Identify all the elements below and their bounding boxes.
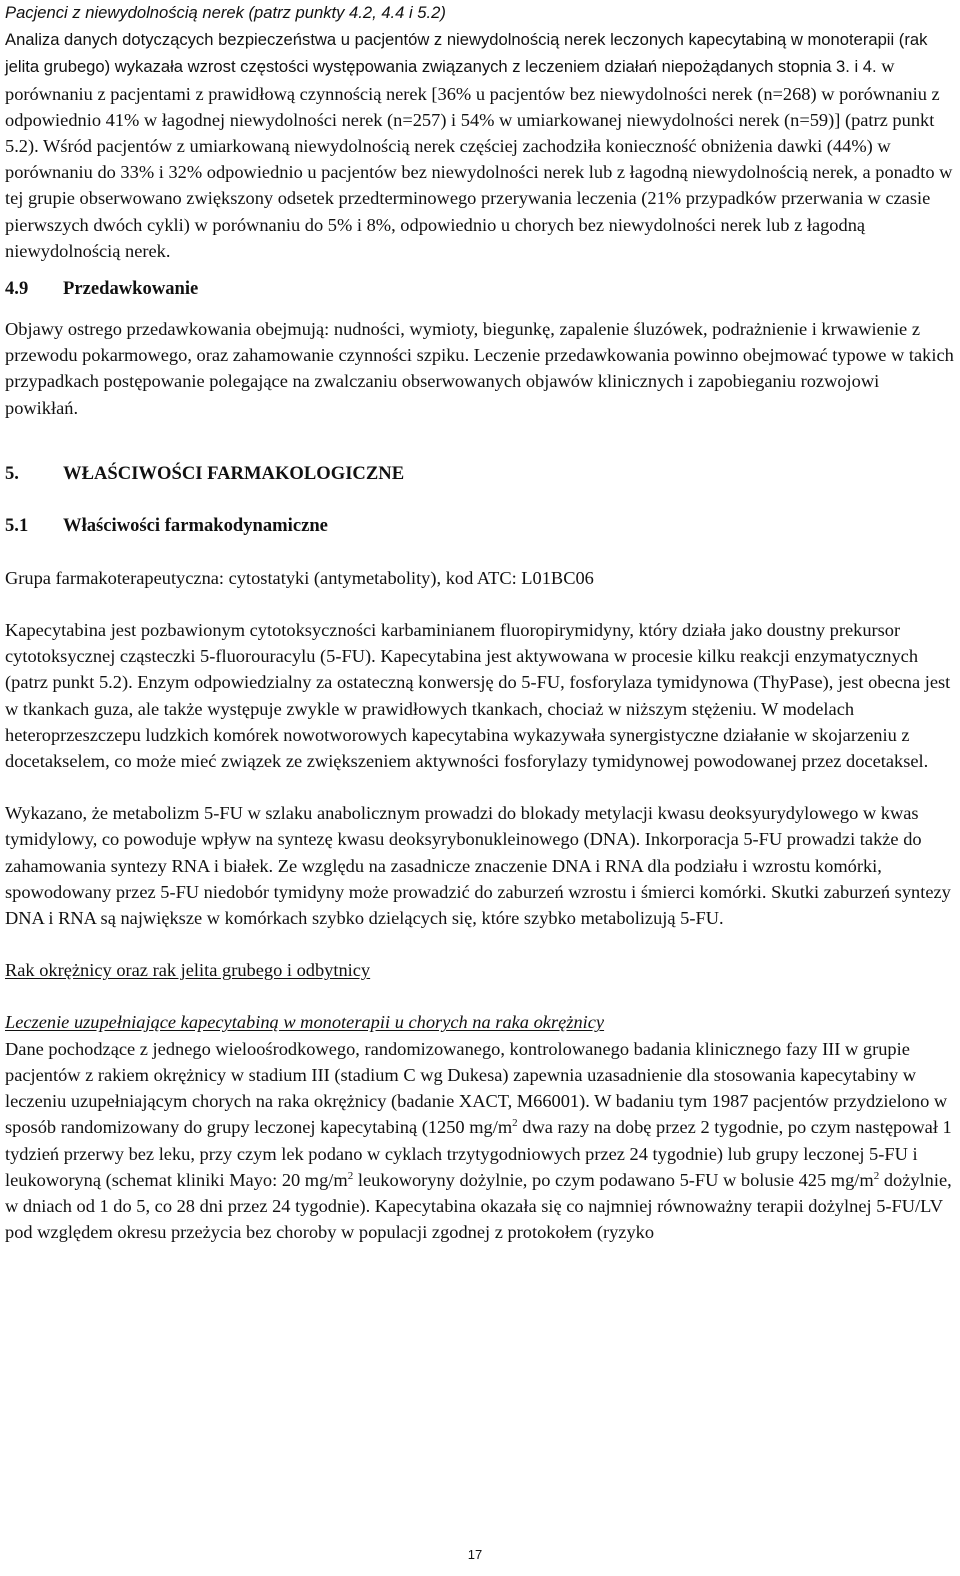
overdose-paragraph: Objawy ostrego przedawkowania obejmują: nudności, wymioty, biegunkę, zapalenie śluzówek, podrażnienie i krwawienie z przewodu pokarmowego, oraz zahamowanie czynności szpiku. Leczenie przedawkowania powinno obejmować typowe w takich przypadkach postępowanie polegające na zwalczaniu obserwowanych objawów klinicznych i zapobieganiu rozwojowi powikłań. [5, 319, 954, 418]
section-4-9-heading [5, 276, 955, 302]
pharmacotherapeutic-group: Grupa farmakoterapeutyczna: cytostatyki (antymetabolity), kod ATC: L01BC06 [5, 567, 594, 588]
superscript-2: 2 [512, 1117, 518, 1130]
section-5-heading [5, 461, 955, 487]
section-5-1-number: 5.1 [5, 514, 29, 536]
section-5-1-title: Właściwości farmakodynamiczne [63, 514, 328, 536]
xact-text-3: leukoworyny dożylnie, po czym podawano 5-FU w bolusie 425 mg/m [353, 1169, 874, 1190]
superscript-2: 2 [347, 1169, 354, 1182]
xact-text-2: dwa razy na dobę przez 2 tygodnie, po czym następował 1 tydzień przerwy bez leku, przy czym lek podano w cyklach trzytygodniowych przez 24 tygodnie) lub grupy leczonej 5-FU i leukoworyną (schemat kliniki Mayo: 20 mg/m [5, 1117, 952, 1190]
mechanism-paragraph-2: Wykazano, że metabolizm 5-FU w szlaku anabolicznym prowadzi do blokady metylacji kwasu deoksyurydylowego w kwas tymidylowy, co powoduje wpływ na syntezę kwasu deoksyrybonukleinowego (DNA). Inkorporacja 5-FU prowadzi także do zahamowania syntezy RNA i białek. Ze względu na zasadnicze znaczenie DNA i RNA dla podziału i wzrostu komórki, spowodowany przez 5-FU niedobór tymidyny może prowadzić do zaburzeń wzrostu i śmierci komórki. Skutki zaburzeń syntezy DNA i RNA są największe w komórkach szybko dzielących się, które szybko metabolizują 5-FU. [5, 803, 951, 929]
renal-paragraph-sans-part: Analiza danych dotyczących bezpieczeństwa u pacjentów z niewydolnością nerek leczonych kapecytabiną w monoterapii (rak jelita grubego) wykazała wzrost częstości występowania związanych z leczeniem działań niepożądanych stopnia 3. i 4. [5, 30, 928, 77]
document-page [5, 0, 955, 1245]
section-4-9-number: 4.9 [5, 278, 29, 300]
section-5-number: 5. [5, 462, 19, 484]
section-4-9-title: Przedawkowanie [63, 278, 199, 300]
xact-text-4: dożylnie, w dniach od 1 do 5, co 28 dni przez 24 tygodnie). Kapecytabina okazała się co najmniej równoważny terapii dożylnej 5-FU/LV pod względem okresu przeżycia bez choroby w populacji zgodnej z protokołem (ryzyko [5, 1169, 952, 1243]
xact-text-1: Dane pochodzące z jednego wieloośrodkowego, randomizowanego, kontrolowanego badania klinicznego fazy III w grupie pacjentów z rakiem okrężnicy w stadium III (stadium C wg Dukesa) zapewnia uzasadnienie dla stosowania kapecytabiny w leczeniu uzupełniającym chorych na raka okrężnicy (badanie XACT, M66001). W badaniu tym 1987 pacjentów przydzielono w sposób randomizowany do grupy leczonej kapecytabiną (1250 mg/m [5, 1038, 948, 1138]
section-5-1-heading [5, 513, 955, 539]
renal-paragraph-serif-part: w porównaniu z pacjentami z prawidłową czynnością nerek [36% u pacjentów bez niewydolności nerek (n=268) w porównaniu z odpowiednio 41% w łagodnej niewydolności nerek (n=257) i 54% w umiarkowanej niewydolności nerek (n=59)] (patrz punkt 5.2). Wśród pacjentów z umiarkowaną niewydolnością nerek częściej zachodziła konieczność obniżenia dawki (44%) w porównaniu do 33% i 32% odpowiednio u pacjentów bez niewydolności nerek lub z łagodną niewydolnością nerek, a ponadto w tej grupie obserwowano zwiększony odsetek przedterminowego przerywania leczenia (21% przypadków przerwania w czasie pierwszych dwóch cykli) w porównaniu do 5% i 8%, odpowiednio u chorych bez niewydolności nerek lub z łagodną niewydolnością nerek. [5, 56, 953, 261]
xact-study-paragraph [5, 1036, 955, 1246]
mechanism-paragraph-1: Kapecytabina jest pozbawionym cytotoksyczności karbaminianem fluoropirymidyny, który działa jako doustny prekursor cytotoksycznej cząsteczki 5-fluorouracylu (5-FU). Kapecytabina jest aktywowana w procesie kilku reakcji enzymatycznych (patrz punkt 5.2). Enzym odpowiedzialny za ostateczną konwersję do 5-FU, fosforylaza tymidynowa (ThyPase), jest obecna jest w tkankach guza, ale także występuje zwykle w prawidłowych tkankach, chociaż w niższym stężeniu. W modelach heteroprzeszczepu ludzkich komórek nowotworowych kapecytabina wykazywała synergistyczne działanie w skojarzeniu z docetakselem, co może mieć związek ze zwiększeniem aktywności fosforylazy tymidynowej powodowanej przez docetaksel. [5, 620, 951, 772]
page-number: 17 [467, 1547, 483, 1562]
section-5-title: WŁAŚCIWOŚCI FARMAKOLOGICZNE [63, 462, 405, 484]
adjuvant-therapy-subtitle: Leczenie uzupełniające kapecytabiną w monoterapii u chorych na raka okrężnicy [5, 1012, 605, 1033]
renal-impairment-heading: Pacjenci z niewydolnością nerek (patrz punkty 4.2, 4.4 i 5.2) [5, 3, 446, 22]
superscript-2: 2 [873, 1169, 880, 1182]
colon-cancer-subheading: Rak okrężnicy oraz rak jelita grubego i odbytnicy [5, 960, 371, 981]
renal-impairment-paragraph [5, 26, 955, 264]
